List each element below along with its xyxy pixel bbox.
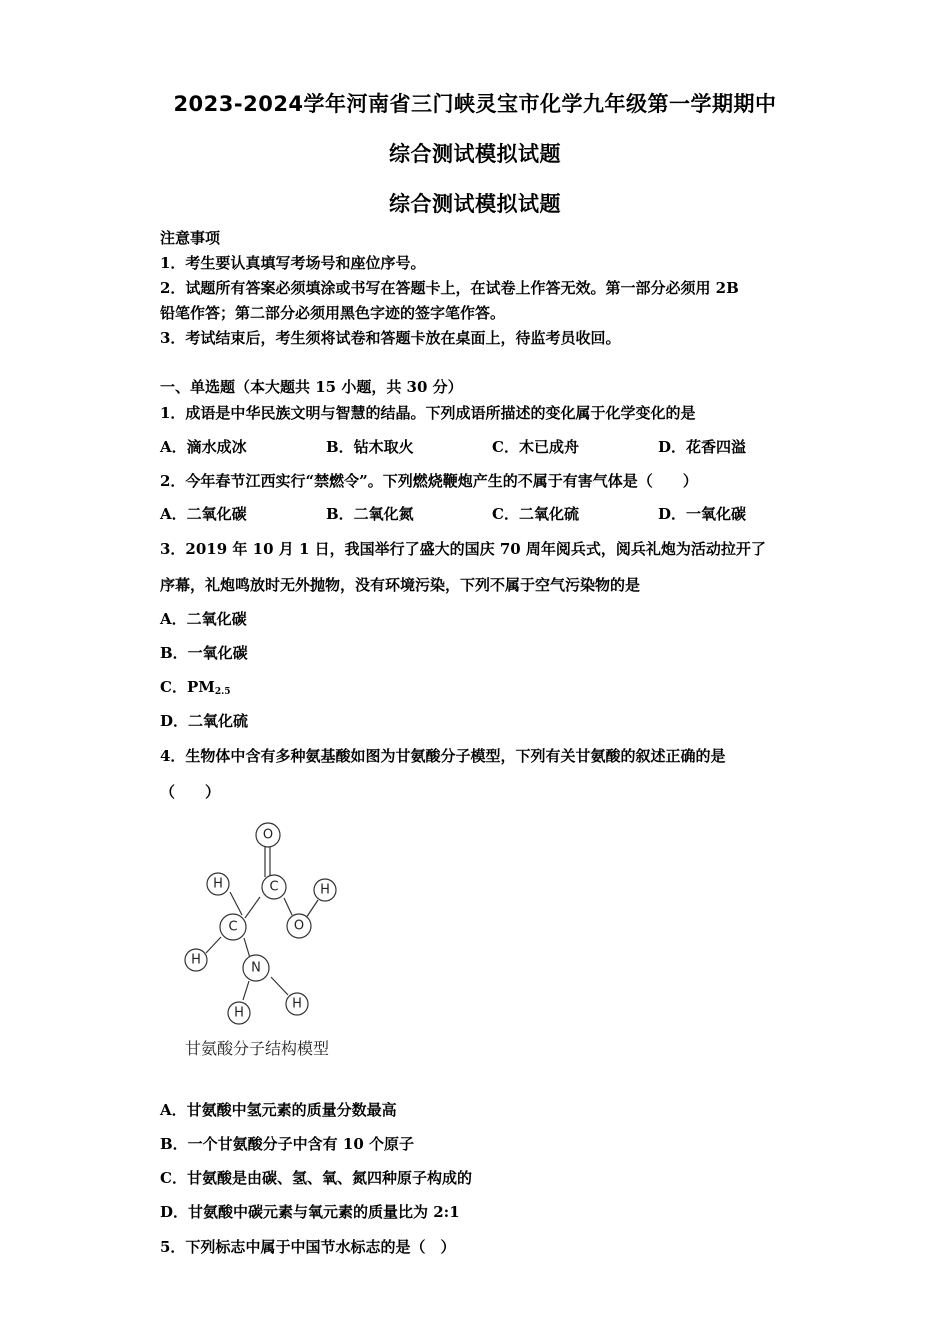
notice-item-2a: 2．试题所有答案必须填涂或书写在答题卡上，在试卷上作答无效。第一部分必须用 2B: [160, 279, 739, 297]
q2-option-a: A．二氧化碳: [160, 505, 247, 523]
q4-option-a: A．甘氨酸中氢元素的质量分数最高: [160, 1101, 397, 1119]
notice-heading: 注意事项: [160, 229, 221, 247]
q3-stem-line1: 3．2019 年 10 月 1 日，我国举行了盛大的国庆 70 周年阅兵式，阅兵礼炮为活动拉开了: [160, 540, 766, 558]
glycine-molecule-diagram: [170, 815, 360, 1030]
section-heading: 一、单选题（本大题共 15 小题，共 30 分）: [160, 378, 463, 396]
atom-label: H: [292, 996, 302, 1012]
atom-label: H: [213, 876, 223, 892]
q1-option-d: D．花香四溢: [658, 438, 747, 456]
q2-option-c: C．二氧化硫: [492, 505, 579, 523]
atom-label: O: [262, 827, 274, 843]
atom-label: O: [293, 918, 305, 934]
q4-stem-line2: （ ）: [160, 783, 221, 801]
atom-label: H: [320, 882, 330, 898]
figure-caption: 甘氨酸分子结构模型: [185, 1039, 330, 1058]
q1-option-a: A．滴水成冰: [160, 438, 247, 456]
q3-stem-line2: 序幕，礼炮鸣放时无外抛物，没有环境污染，下列不属于空气污染物的是: [160, 576, 641, 594]
q3-option-c: [160, 676, 231, 697]
q2-option-b: B．二氧化氮: [326, 505, 414, 523]
q4-option-c: C．甘氨酸是由碳、氢、氧、氮四种原子构成的: [160, 1169, 472, 1187]
exam-title-line3: 综合测试模拟试题: [389, 192, 561, 216]
atom-label: H: [234, 1005, 244, 1021]
notice-item-1: 1．考生要认真填写考场号和座位序号。: [160, 254, 426, 272]
atom-label: H: [191, 952, 201, 968]
atom-label: C: [269, 879, 279, 895]
q1-stem: 1．成语是中华民族文明与智慧的结晶。下列成语所描述的变化属于化学变化的是: [160, 404, 696, 422]
notice-item-3: 3．考试结束后，考生须将试卷和答题卡放在桌面上，待监考员收回。: [160, 329, 621, 347]
q3-option-a: A．二氧化碳: [160, 610, 247, 628]
q1-option-b: B．钻木取火: [326, 438, 414, 456]
exam-title-line1: 2023-2024学年河南省三门峡灵宝市化学九年级第一学期期中: [173, 92, 777, 116]
q3-option-b: B．一氧化碳: [160, 644, 248, 662]
notice-item-2b: 铅笔作答；第二部分必须用黑色字迹的签字笔作答。: [160, 304, 506, 322]
exam-title-line2: 综合测试模拟试题: [389, 142, 561, 166]
q4-stem-line1: 4．生物体中含有多种氨基酸如图为甘氨酸分子模型，下列有关甘氨酸的叙述正确的是: [160, 747, 726, 765]
q3-option-c-text: C．PM: [160, 678, 215, 696]
q5-stem: 5．下列标志中属于中国节水标志的是（ ）: [160, 1238, 456, 1256]
q4-option-d: D．甘氨酸中碳元素与氧元素的质量比为 2:1: [160, 1203, 460, 1221]
atom-label: C: [228, 919, 238, 935]
q2-stem: 2．今年春节江西实行“禁燃令”。下列燃烧鞭炮产生的不属于有害气体是（ ）: [160, 472, 698, 490]
q3-option-c-subscript: 2.5: [214, 687, 231, 697]
q1-option-c: C．木已成舟: [492, 438, 579, 456]
q4-option-b: B．一个甘氨酸分子中含有 10 个原子: [160, 1135, 414, 1153]
atom-label: N: [251, 960, 261, 976]
q2-option-d: D．一氧化碳: [658, 505, 747, 523]
q3-option-d: D．二氧化硫: [160, 712, 249, 730]
